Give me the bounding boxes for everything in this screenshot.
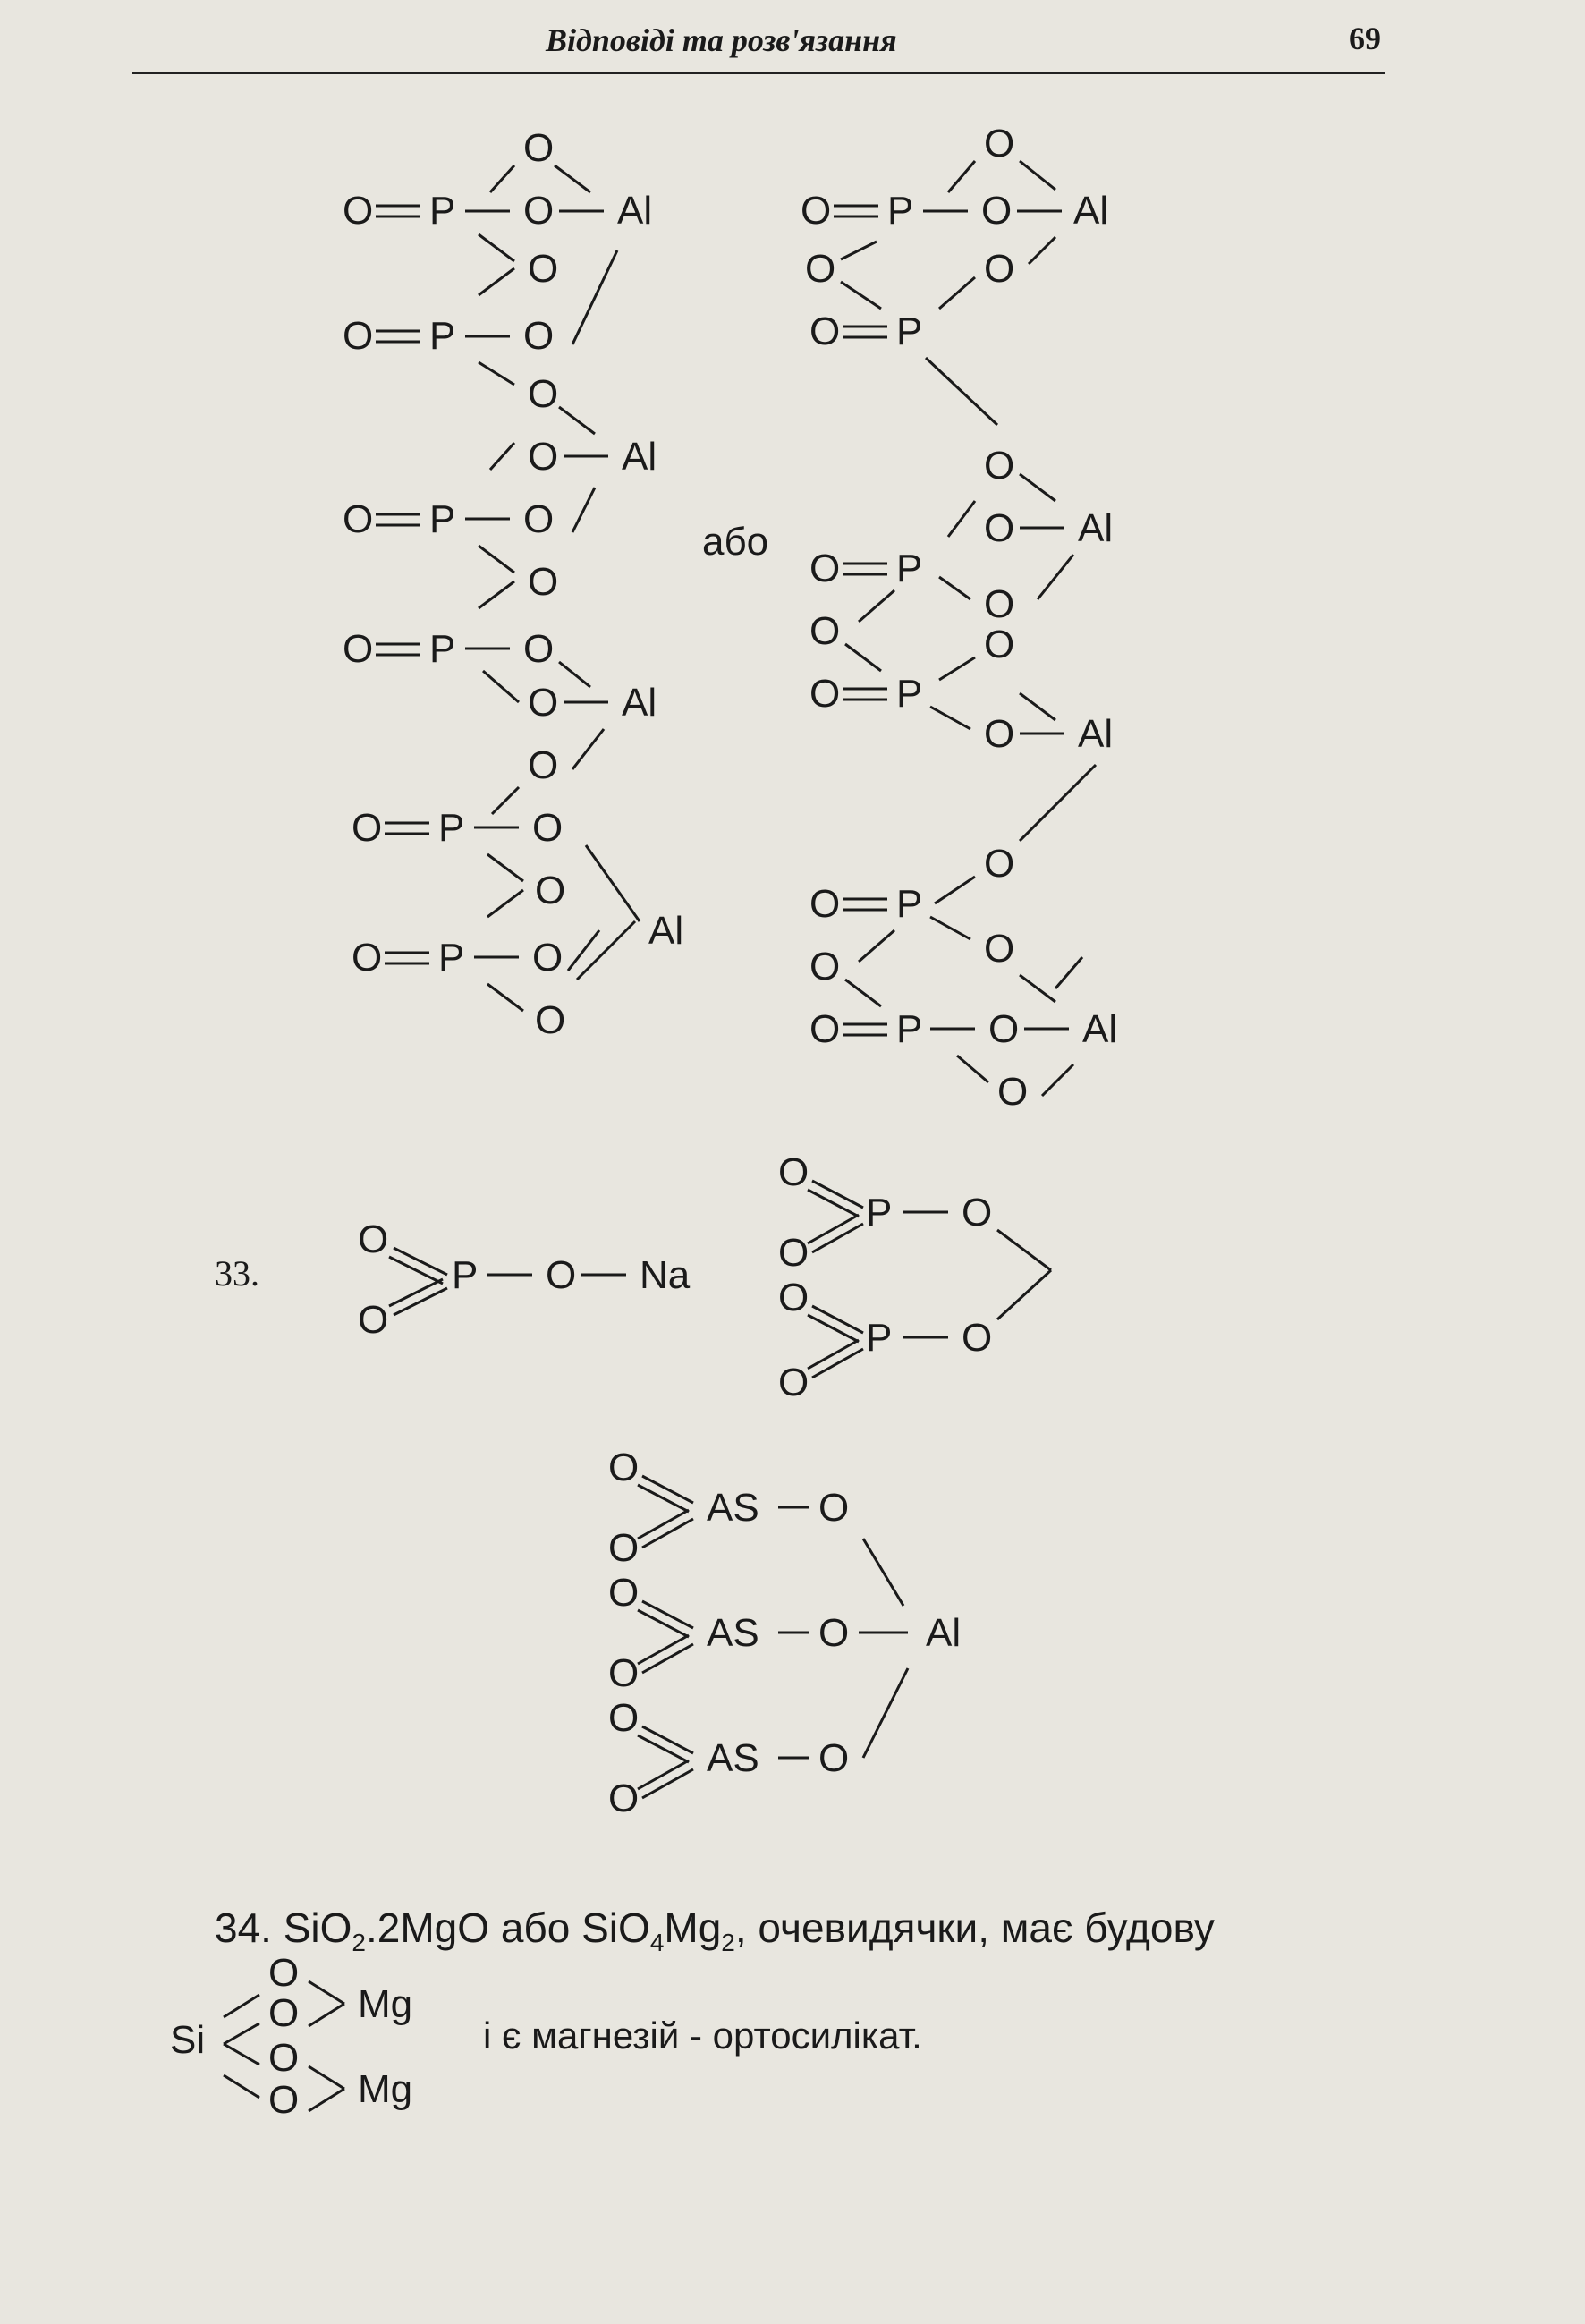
atom-p: P <box>896 672 923 716</box>
atom-o: O <box>809 945 841 988</box>
atom-p: P <box>429 627 456 671</box>
atom-o: O <box>528 247 559 291</box>
atom-o: O <box>984 582 1015 626</box>
formula-sio2-subscript: 2 <box>352 1929 366 1957</box>
atom-p: P <box>438 806 465 850</box>
atom-p: P <box>896 882 923 926</box>
atom-o: O <box>984 247 1015 291</box>
atom-o: O <box>546 1253 577 1297</box>
atom-o: O <box>608 1696 640 1740</box>
formula-sio2: SiO <box>283 1904 352 1951</box>
problem-33-number: 33. <box>215 1253 259 1293</box>
atom-o: O <box>805 247 836 291</box>
atom-p: P <box>452 1253 479 1297</box>
atom-o: O <box>984 623 1015 666</box>
atom-o: O <box>352 806 383 850</box>
aluminium-phosphate-structure-left <box>343 126 683 1042</box>
atom-o: O <box>778 1150 809 1194</box>
atom-o: O <box>988 1007 1020 1051</box>
atom-o: O <box>608 1446 640 1489</box>
atom-o: O <box>809 310 841 353</box>
atom-p: P <box>438 936 465 980</box>
atom-o: O <box>984 712 1015 756</box>
problem-34-statement <box>215 1904 1215 1957</box>
atom-o: O <box>984 444 1015 488</box>
atom-o: O <box>981 189 1013 233</box>
atom-o: O <box>343 189 374 233</box>
running-header-title: Відповіді та розв'язання <box>546 22 897 58</box>
aluminium-phosphate-structure-right <box>801 122 1117 1114</box>
atom-o: O <box>608 1651 640 1695</box>
or-word: або <box>500 1904 571 1951</box>
atom-o: O <box>984 842 1015 886</box>
atom-o: O <box>523 627 555 671</box>
atom-o: O <box>809 1007 841 1051</box>
atom-o: O <box>818 1486 850 1530</box>
atom-o: O <box>268 2036 300 2080</box>
atom-o: O <box>268 1951 300 1995</box>
atom-si: Si <box>170 2018 206 2062</box>
atom-o: O <box>962 1316 993 1360</box>
atom-as: AS <box>707 1611 759 1655</box>
atom-o: O <box>984 122 1015 165</box>
atom-o: O <box>997 1070 1029 1114</box>
atom-o: O <box>984 506 1015 550</box>
atom-o: O <box>523 189 555 233</box>
atom-o: O <box>809 547 841 590</box>
formula-mg: Mg <box>664 1904 722 1951</box>
atom-o: O <box>818 1736 850 1780</box>
atom-o: O <box>608 1571 640 1615</box>
problem-34-statement-text: , очевидячки, має будову <box>734 1904 1215 1951</box>
atom-al: Al <box>1078 506 1114 550</box>
atom-p: P <box>429 497 456 541</box>
atom-p: P <box>866 1191 893 1234</box>
atom-o: O <box>343 627 374 671</box>
atom-o: O <box>809 609 841 653</box>
atom-o: O <box>523 314 555 358</box>
atom-o: O <box>523 126 555 170</box>
atom-p: P <box>896 310 923 353</box>
formula-sio4: SiO <box>581 1904 650 1951</box>
formula-sio4-subscript: 4 <box>649 1929 665 1957</box>
atom-o: O <box>528 372 559 416</box>
atom-al: Al <box>926 1611 962 1655</box>
atom-o: O <box>523 497 555 541</box>
sodium-metaphosphate-structure <box>358 1217 691 1342</box>
atom-al: Al <box>1082 1007 1118 1051</box>
atom-o: O <box>778 1231 809 1275</box>
atom-p: P <box>429 189 456 233</box>
atom-o: O <box>984 927 1015 971</box>
atom-o: O <box>358 1298 389 1342</box>
atom-o: O <box>268 1991 300 2035</box>
atom-al: Al <box>1078 712 1114 756</box>
atom-o: O <box>532 936 564 980</box>
atom-o: O <box>608 1777 640 1820</box>
page-number: 69 <box>1349 21 1381 56</box>
formula-sio2-rest: .2MgO <box>366 1904 490 1951</box>
atom-o: O <box>608 1526 640 1570</box>
atom-o: O <box>535 869 566 912</box>
atom-o: O <box>352 936 383 980</box>
atom-o: O <box>801 189 832 233</box>
atom-mg: Mg <box>358 1982 413 2026</box>
atom-o: O <box>778 1361 809 1404</box>
metaphosphate-dimer-structure <box>778 1150 1051 1404</box>
atom-mg: Mg <box>358 2067 413 2111</box>
atom-al: Al <box>1073 189 1109 233</box>
atom-al: Al <box>648 909 684 953</box>
aluminium-metaarsenate-structure <box>608 1446 961 1820</box>
atom-o: O <box>535 998 566 1042</box>
atom-p: P <box>896 547 923 590</box>
atom-p: P <box>866 1316 893 1360</box>
atom-na: Na <box>640 1253 691 1297</box>
atom-o: O <box>358 1217 389 1261</box>
atom-o: O <box>809 882 841 926</box>
atom-o: O <box>528 743 559 787</box>
atom-o: O <box>818 1611 850 1655</box>
atom-p: P <box>887 189 914 233</box>
atom-o: O <box>343 314 374 358</box>
atom-al: Al <box>622 681 657 725</box>
atom-o: O <box>528 435 559 479</box>
magnesium-orthosilicate-structure <box>170 1951 412 2122</box>
atom-o: O <box>778 1276 809 1319</box>
atom-as: AS <box>707 1736 759 1780</box>
atom-o: O <box>532 806 564 850</box>
atom-o: O <box>528 560 559 604</box>
connector-word: або <box>702 520 769 564</box>
atom-al: Al <box>617 189 653 233</box>
atom-o: O <box>528 681 559 725</box>
atom-o: O <box>809 672 841 716</box>
problem-34-conclusion: і є магнезій - ортосилікат. <box>483 2014 922 2057</box>
atom-o: O <box>268 2078 300 2122</box>
problem-34-number: 34. <box>215 1904 272 1951</box>
atom-p: P <box>896 1007 923 1051</box>
formula-mg-subscript: 2 <box>721 1929 735 1957</box>
atom-p: P <box>429 314 456 358</box>
atom-o: O <box>343 497 374 541</box>
atom-as: AS <box>707 1486 759 1530</box>
atom-o: O <box>962 1191 993 1234</box>
atom-al: Al <box>622 435 657 479</box>
